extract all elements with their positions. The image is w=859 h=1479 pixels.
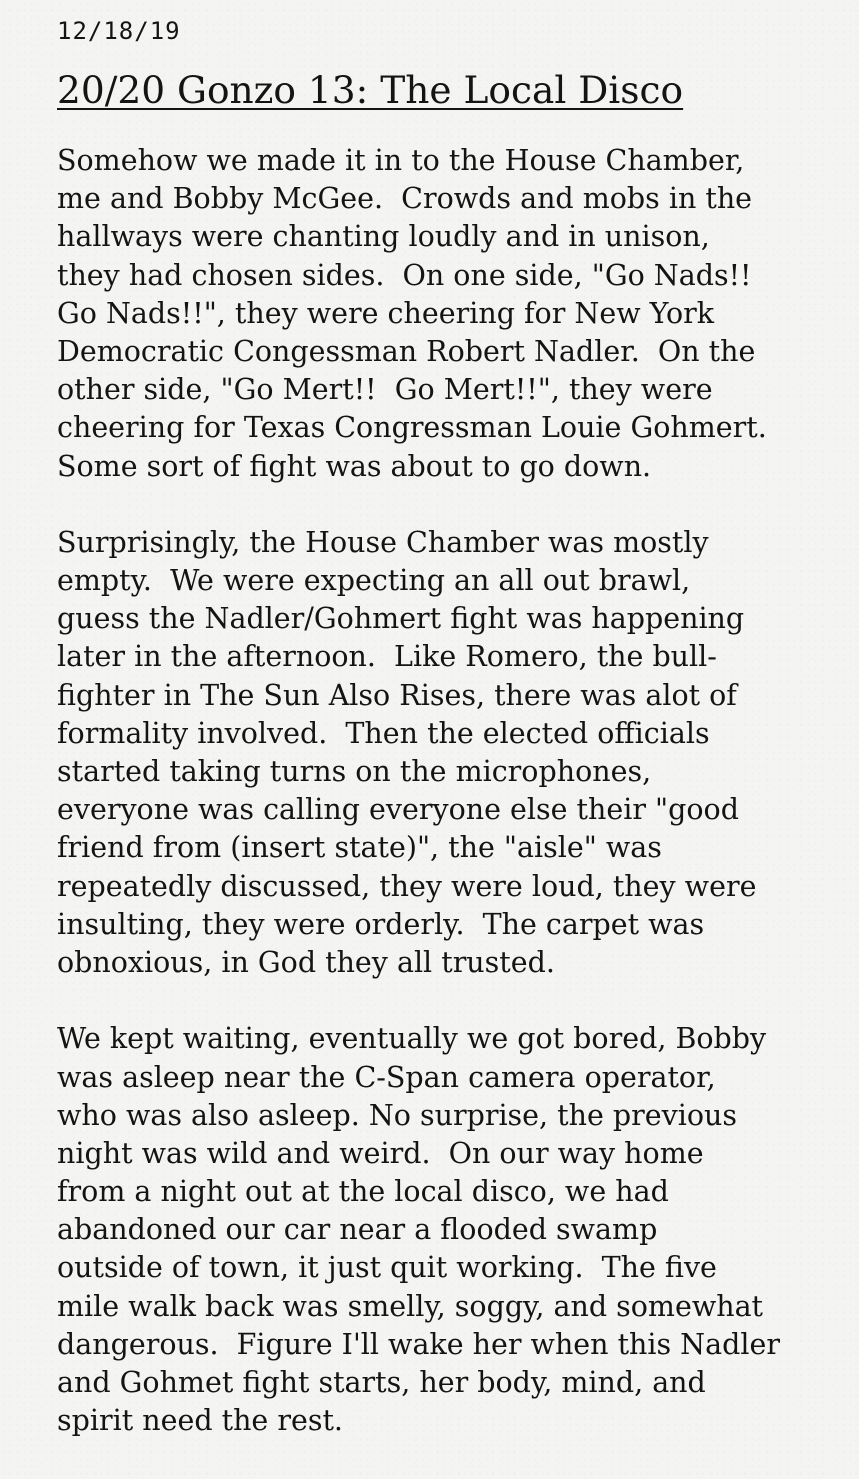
text-line: Democratic Congessman Robert Nadler. On the [57,334,756,368]
text-line: insulting, they were orderly. The carpet was [57,907,705,941]
text-line: formality involved. Then the elected officials [57,716,710,750]
text-line: guess the Nadler/Gohmert fight was happening [57,602,745,636]
text-line: other side, "Go Mert!! Go Mert!!", they were [57,373,713,407]
text-line: dangerous. Figure I'll wake her when this Nadler [57,1327,780,1361]
text-line: fighter in The Sun Also Rises, there was alot of [57,678,737,712]
text-line: abandoned our car near a flooded swamp [57,1213,658,1247]
text-line: me and Bobby McGee. Crowds and mobs in the [57,182,753,216]
text-line: empty. We were expecting an all out brawl, [57,564,691,598]
text-line: We kept waiting, eventually we got bored, Bobby [57,1022,767,1056]
journal-page [57,14,847,1479]
text-line: friend from (insert state)", the "aisle" was [57,831,662,865]
text-line: Somehow we made it in to the House Chamber, [57,144,745,177]
text-line: outside of town, it just quit working. The five [57,1251,717,1285]
text-line: hallways were chanting loudly and in unison, [57,220,710,254]
entry-date: 12/18/19 [57,17,181,45]
text-line: from a night out at the local disco, we had [57,1175,669,1209]
text-line: night was wild and weird. On our way home [57,1136,704,1170]
text-line: and Gohmet fight starts, her body, mind, and [57,1366,706,1399]
text-line: Some sort of fight was about to go down. [57,449,652,483]
text-line: was asleep near the C-Span camera operator, [57,1060,716,1094]
text-line: who was also asleep. No surprise, the previous [57,1098,737,1132]
text-line: later in the afternoon. Like Romero, the bull- [57,640,717,674]
text-line: started taking turns on the microphones, [57,755,652,788]
entry-title: 20/20 Gonzo 13: The Local Disco [57,68,684,112]
text-line: obnoxious, in God they all trusted. [57,945,555,979]
text-line: Go Nads!!", they were cheering for New York [57,296,715,330]
text-line: they had chosen sides. On one side, "Go Nads!! [57,258,752,292]
entry-body [57,142,847,1440]
text-line: repeatedly discussed, they were loud, they were [57,869,757,903]
text-line: spirit need the rest. [57,1404,343,1438]
text-line: mile walk back was smelly, soggy, and somewhat [57,1289,764,1323]
text-line: cheering for Texas Congressman Louie Gohmert. [57,411,767,445]
paragraph-1 [57,142,847,486]
text-line: Surprisingly, the House Chamber was mostly [57,525,709,559]
paragraph-3 [57,1020,847,1440]
text-line: everyone was calling everyone else their "good [57,793,739,827]
paragraph-2 [57,524,847,982]
